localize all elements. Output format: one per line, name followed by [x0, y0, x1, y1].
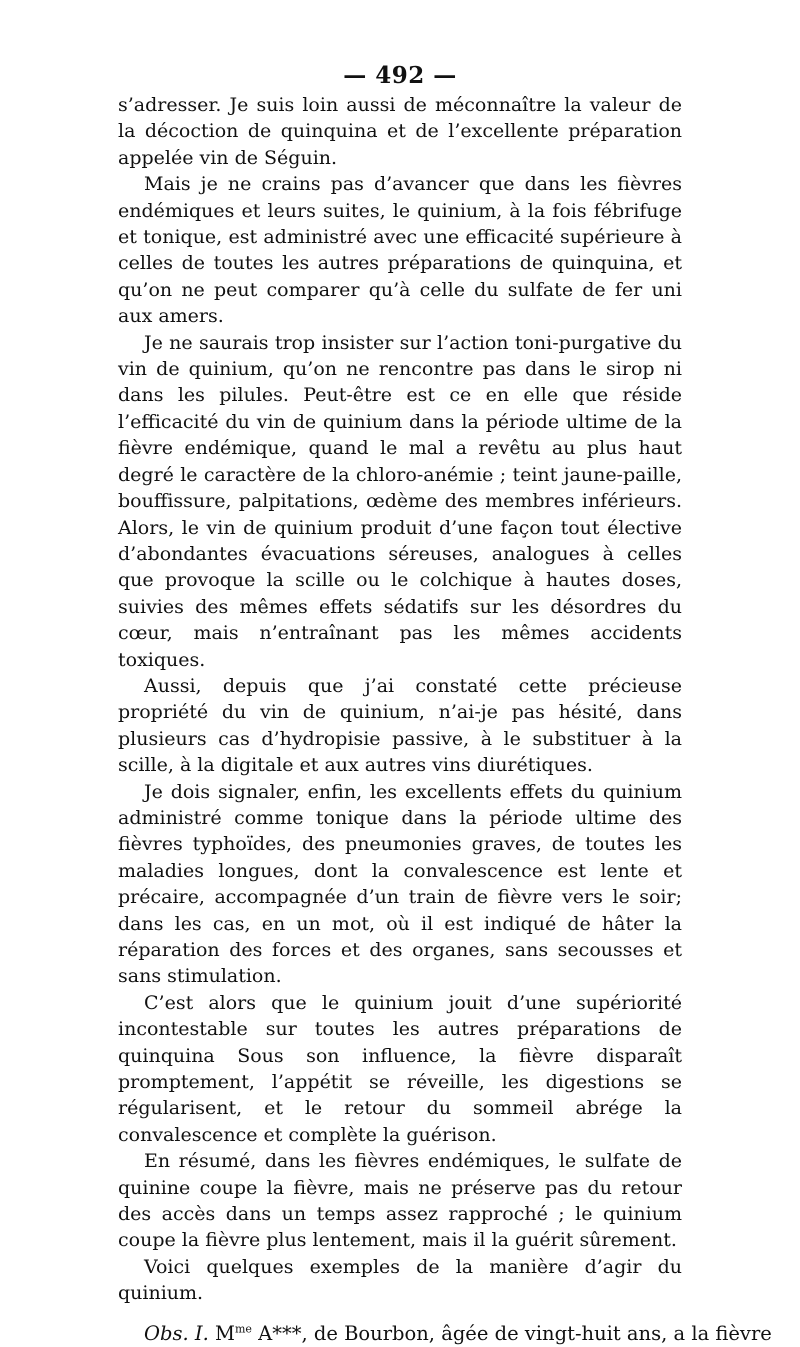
paragraph: Je dois signaler, enfin, les excellents effets du quinium administré comme tonique dans la période ultime des fièvres typhoïdes, des pneumonies graves, de toutes les maladies longues, dont la convalescence est lente et précaire, accompagnée d’un train de fièvre vers le soir; dans les cas, en un mot, où il est indiqué de hâter la réparation des forces et des organes, sans secousses et sans stimulation.	[118, 780, 682, 988]
page-number	[0, 62, 800, 89]
paragraph: Voici quelques exemples de la manière d’agir du quinium.	[118, 1255, 682, 1305]
paragraph: Je ne saurais trop insister sur l’action toni-purgative du vin de quinium, qu’on ne rencontre pas dans le sirop ni dans les pilules. Peut-être est ce en elle que réside l’efficacité du vin de quinium dans la période ultime de la fièvre endémique, quand le mal a revêtu au plus haut degré le caractère de la chloro-anémie ; teint jaune-paille, bouffissure, palpitations, œdème des membres inférieurs. Alors, le vin de quinium produit d’une façon tout élective d’abondantes évacuations séreuses, analogues à celles que provoque la scille ou le colchique à hautes doses, suivies des mêmes effets sédatifs sur les désordres du cœur, mais n’entraînant pas les mêmes accidents toxiques.	[118, 331, 682, 671]
paragraph-continuation: s’adresser. Je suis loin aussi de méconnaître la valeur de la décoction de quinquina et de l’excellente préparation appelée vin de Séguin.	[118, 94, 682, 169]
paragraph: En résumé, dans les fièvres endémiques, le sulfate de quinine coupe la fièvre, mais ne préserve pas du retour des accès dans un temps assez rapproché ; le quinium coupe la fièvre plus lentement, mais il la guérit sûrement.	[118, 1150, 682, 1252]
paragraph: Aussi, depuis que j’ai constaté cette précieuse propriété du vin de quinium, n’ai-je pas hésité, dans plusieurs cas d’hydropisie passive, à le substituer à la scille, à la digitale et aux autres vins diurétiques.	[118, 674, 682, 777]
paragraph: Mais je ne crains pas d’avancer que dans les fièvres endémiques et leurs suites, le quinium, à la fois fébrifuge et tonique, est administré avec une efficacité supérieure à celles de toutes les autres préparations de quinquina, et qu’on ne peut comparer qu’à celle du sulfate de fer uni aux amers.	[118, 173, 682, 328]
observation-title-superscript: me	[234, 1322, 252, 1336]
observation-text: , de Bourbon, âgée de vingt-huit ans, a la fièvre	[301, 1321, 772, 1345]
page-number-text: — 492 —	[343, 62, 457, 89]
observation-title: M	[214, 1321, 235, 1345]
observation-patient: A***	[258, 1321, 302, 1345]
body-text	[118, 92, 772, 1347]
observation-label: Obs. I.	[144, 1321, 209, 1345]
paragraph: C’est alors que le quinium jouit d’une supériorité incontestable sur toutes les autres préparations de quinquina Sous son influence, la fièvre disparaît promptement, l’appétit se réveille, les digestions se régularisent, et le retour du sommeil abrége la convalescence et complète la guérison.	[118, 991, 682, 1146]
observation-line	[118, 1321, 772, 1347]
